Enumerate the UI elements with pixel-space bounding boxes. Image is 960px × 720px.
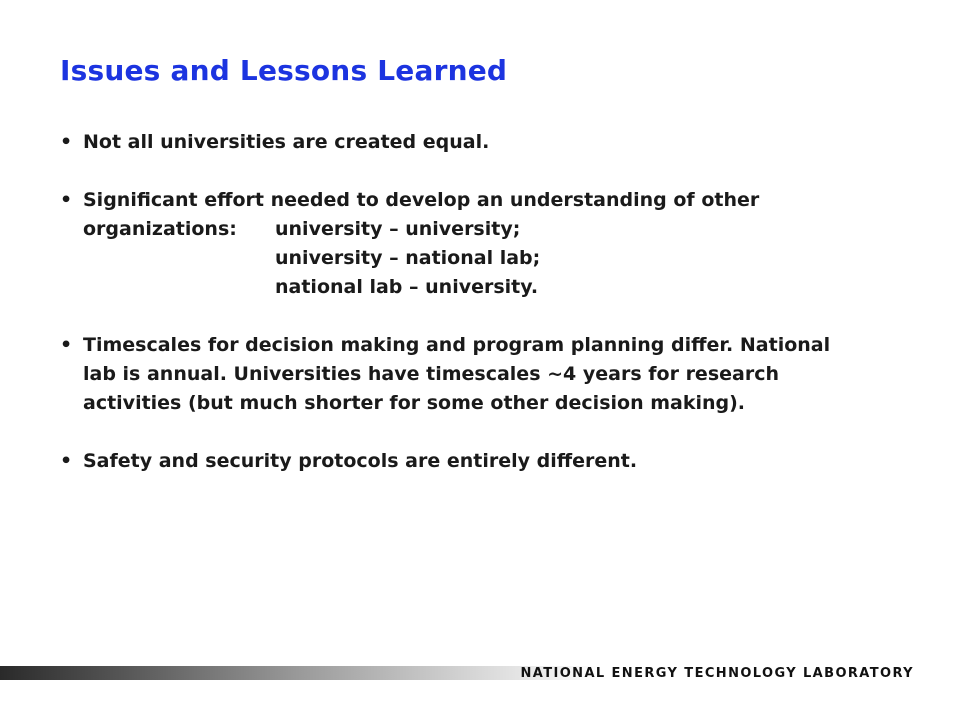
bullet-item <box>60 128 920 157</box>
bullet-text: Safety and security protocols are entirely different. <box>83 450 638 472</box>
bullet-dot-icon: • <box>60 131 73 153</box>
organization-pair: university – national lab; <box>275 247 541 269</box>
bullet-text: Significant effort needed to develop an understanding of other <box>83 189 760 211</box>
bullet-dot-icon: • <box>60 450 73 472</box>
footer <box>0 663 960 685</box>
slide-title: Issues and Lessons Learned <box>60 54 508 87</box>
bullet-text: Timescales for decision making and program planning differ. National <box>83 334 831 356</box>
bullet-text: lab is annual. Universities have timescales ~4 years for research <box>83 363 779 385</box>
footer-gradient-bar <box>0 666 600 680</box>
bullet-list <box>60 128 920 505</box>
bullet-dot-icon: • <box>60 189 73 211</box>
organization-pair: national lab – university. <box>275 276 539 298</box>
organization-pairs <box>83 215 920 302</box>
organization-pair: university – university; <box>275 218 521 240</box>
organization-pair-list <box>275 215 540 302</box>
bullet-dot-icon: • <box>60 334 73 356</box>
bullet-text: Not all universities are created equal. <box>83 131 490 153</box>
organizations-label: organizations: <box>83 218 237 240</box>
bullet-item <box>60 186 920 302</box>
bullet-item <box>60 447 920 476</box>
bullet-text: activities (but much shorter for some other decision making). <box>83 392 746 414</box>
bullet-item <box>60 331 920 418</box>
footer-organization-name: NATIONAL ENERGY TECHNOLOGY LABORATORY <box>520 666 914 681</box>
